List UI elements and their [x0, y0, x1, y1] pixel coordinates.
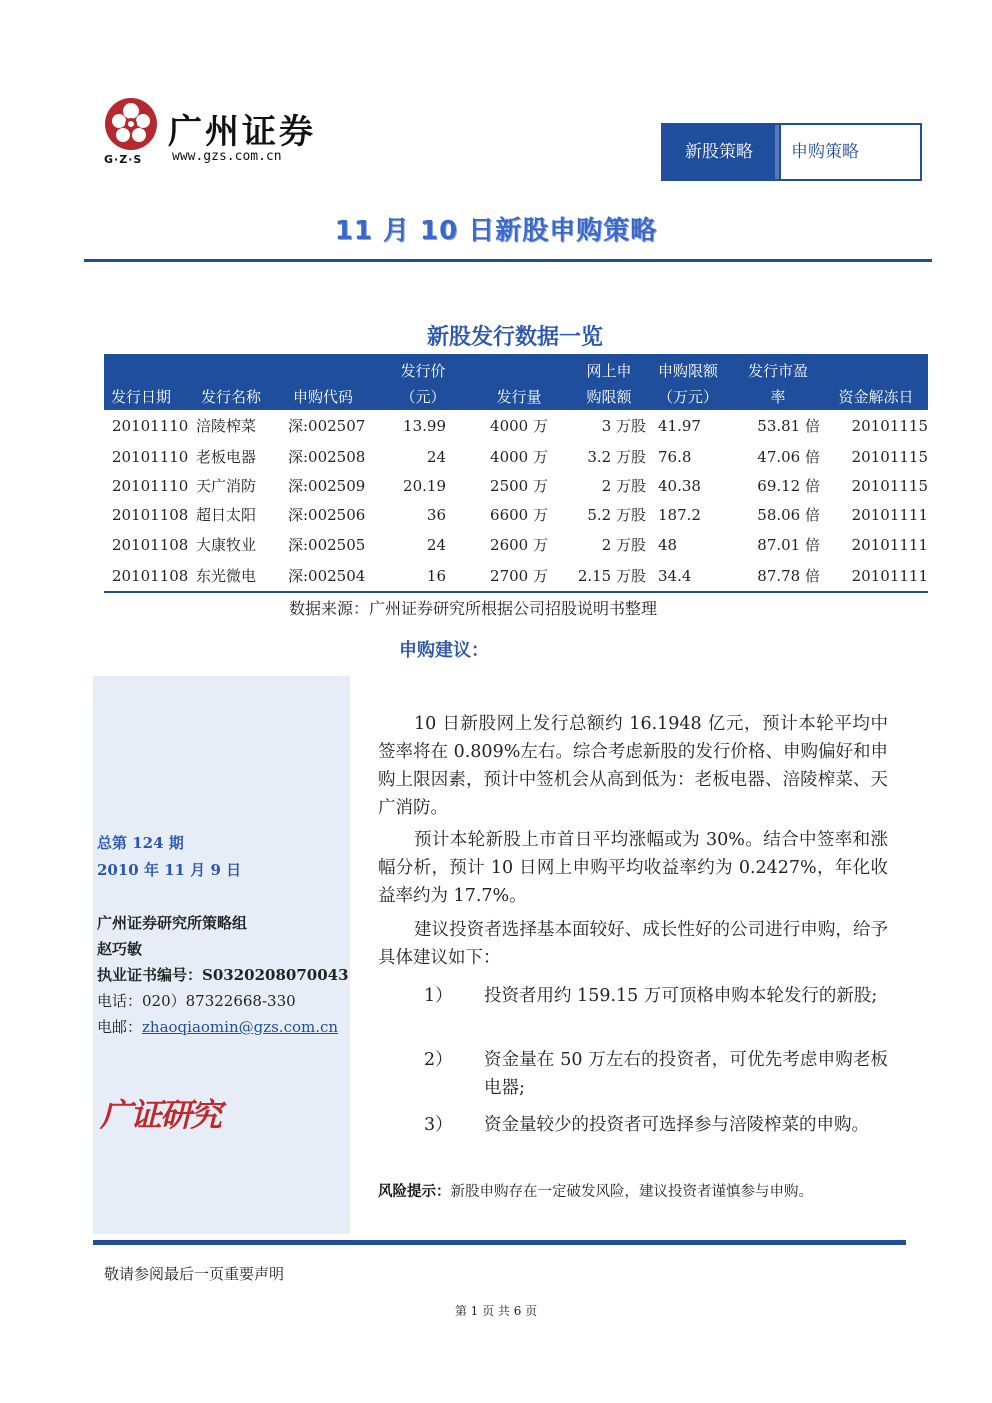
list-item-text: 资金量在 50 万左右的投资者，可优先考虑申购老板电器;: [484, 1050, 888, 1098]
table-cell: 深:002504: [288, 567, 366, 585]
table-cell: 深:002506: [288, 506, 366, 524]
table-cell: 老板电器: [196, 448, 257, 466]
table-cell: 41.97: [658, 417, 701, 435]
table-bottom-rule: [104, 591, 928, 593]
list-item-number: 2）: [424, 1050, 453, 1070]
table-cell: 2 万股: [601, 477, 646, 495]
table-cell: 24: [426, 536, 446, 554]
table-cell: 20101111: [851, 536, 928, 554]
table-cell: 20101115: [851, 448, 928, 466]
list-item-text: 资金量较少的投资者可选择参与涪陵榨菜的申购。: [484, 1115, 869, 1135]
tag-secondary: 申购策略: [781, 125, 920, 179]
table-cell: 36: [426, 506, 446, 524]
list-item-text: 投资者用约 159.15 万可顶格申购本轮发行的新股;: [484, 986, 878, 1006]
author-sidebar: [93, 676, 350, 1234]
table-cell: 20101110: [112, 448, 189, 466]
table-cell: 20101115: [851, 417, 928, 435]
table-cell: 187.2: [658, 506, 701, 524]
disclaimer-note: 敬请参阅最后一页重要声明: [104, 1265, 285, 1283]
table-cell: 47.06 倍: [757, 448, 820, 466]
table-cell: 34.4: [658, 567, 692, 585]
list-item-number: 3）: [424, 1115, 453, 1135]
title-divider: [84, 259, 932, 262]
table-cell: 东光微电: [196, 567, 257, 585]
email-row: [97, 1016, 338, 1037]
table-cell: 2 万股: [601, 536, 646, 554]
table-cell: 20101108: [112, 506, 189, 524]
issue-date: 2010 年 11 月 9 日: [97, 861, 242, 879]
table-cell: 4000 万: [490, 417, 548, 435]
table-cell: 87.01 倍: [757, 536, 820, 554]
author-name: 赵巧敏: [97, 940, 143, 958]
table-cell: 40.38: [658, 477, 701, 495]
tag-primary: 新股策略: [685, 142, 753, 162]
risk-label: 风险提示：: [378, 1183, 451, 1200]
table-cell: 20101110: [112, 477, 189, 495]
table-cell: 2500 万: [490, 477, 548, 495]
table-cell: 58.06 倍: [757, 506, 820, 524]
company-abbr: G·Z·S: [104, 153, 143, 166]
table-cell: 深:002509: [288, 477, 366, 495]
table-row: [104, 531, 928, 560]
table-cell: 16: [426, 567, 446, 585]
table-cell: 20101111: [851, 567, 928, 585]
research-stamp-logo: 广证研究: [100, 1096, 221, 1134]
table-cell: 20101115: [851, 477, 928, 495]
table-cell: 2.15 万股: [577, 567, 646, 585]
table-cell: 20101108: [112, 567, 189, 585]
table-row: [104, 472, 928, 501]
tag-divider: [775, 125, 779, 179]
list-item-number: 1）: [424, 986, 453, 1006]
table-cell: 48: [658, 536, 678, 554]
header-cell: 发行名称: [200, 388, 261, 406]
risk-warning: [378, 1180, 813, 1201]
table-header: [104, 354, 928, 410]
table-cell: 20101111: [851, 506, 928, 524]
research-team: 广州证券研究所策略组: [97, 914, 248, 932]
header-cell: 发行量: [496, 388, 542, 406]
company-url: www.gzs.com.cn: [172, 149, 282, 164]
page-number: 第 1 页 共 6 页: [454, 1304, 538, 1318]
header-cell: 申购代码: [292, 388, 353, 406]
header-cell: 发行日期: [110, 388, 171, 406]
table-cell: 天广消防: [196, 477, 257, 495]
table-cell: 53.81 倍: [757, 417, 820, 435]
table-cell: 6600 万: [490, 506, 548, 524]
table-cell: 5.2 万股: [587, 506, 646, 524]
table-cell: 87.78 倍: [757, 567, 820, 585]
table-cell: 20.19: [403, 477, 446, 495]
table-cell: 2600 万: [490, 536, 548, 554]
table-cell: 3.2 万股: [587, 448, 646, 466]
certificate-number: 执业证书编号：S0320208070043: [97, 966, 349, 984]
table-title: 新股发行数据一览: [426, 324, 603, 350]
header-cell: 发行价 （元）: [400, 362, 446, 406]
header-cell: 资金解冻日: [838, 388, 914, 406]
table-row: [104, 412, 928, 441]
table-cell: 4000 万: [490, 448, 548, 466]
email-link[interactable]: zhaoqiaomin@gzs.com.cn: [142, 1018, 339, 1036]
table-cell: 大康牧业: [196, 536, 257, 554]
document-title: 11 月 10 日新股申购策略: [334, 216, 658, 246]
paragraph-recommendation-intro: 建议投资者选择基本面较好、成长性好的公司进行申购，给予具体建议如下：: [378, 920, 888, 968]
table-cell: 超日太阳: [196, 506, 257, 524]
table-cell: 20101110: [112, 417, 189, 435]
table-cell: 69.12 倍: [757, 477, 820, 495]
table-row: [104, 443, 928, 472]
paragraph-return-estimate: 预计本轮新股上市首日平均涨幅或为 30%。结合中签率和涨幅分析，预计 10 日网上申购平均收益率约为 0.2427%，年化收益率约为 17.7%。: [378, 830, 888, 906]
table-row: [104, 501, 928, 530]
risk-text: 新股申购存在一定破发风险，建议投资者谨慎参与申购。: [450, 1184, 813, 1200]
table-row: [104, 562, 928, 591]
table-cell: 24: [426, 448, 446, 466]
header-cell: 申购限额 （万元）: [657, 362, 718, 406]
email-label: 电邮：: [97, 1018, 143, 1036]
paragraph-issuance-summary: 10 日新股网上发行总额约 16.1948 亿元，预计本轮平均中签率将在 0.809%左右。综合考虑新股的发行价格、申购偏好和申购上限因素，预计中签机会从高到低为：老板电器、涪陵榨菜、天广消防。: [378, 714, 888, 818]
table-cell: 76.8: [658, 448, 692, 466]
data-source-note: 数据来源：广州证券研究所根据公司招股说明书整理: [289, 599, 658, 618]
phone-number: 电话：020）87322668-330: [97, 992, 296, 1010]
issue-number: 总第 124 期: [97, 834, 184, 852]
table-cell: 3 万股: [601, 417, 646, 435]
table-cell: 涪陵榨菜: [196, 417, 257, 435]
footer-divider: [93, 1240, 906, 1245]
table-cell: 深:002507: [288, 417, 366, 435]
table-cell: 2700 万: [490, 567, 548, 585]
table-cell: 20101108: [112, 536, 189, 554]
flower-logo-icon: [104, 97, 158, 151]
header-cell: 网上申 购限额: [586, 362, 632, 406]
table-cell: 深:002505: [288, 536, 366, 554]
advice-heading: 申购建议：: [399, 640, 489, 661]
table-cell: 13.99: [403, 417, 446, 435]
header-cell: 发行市盈 率: [747, 362, 808, 406]
company-name: 广州证券: [168, 112, 316, 152]
table-cell: 深:002508: [288, 448, 366, 466]
